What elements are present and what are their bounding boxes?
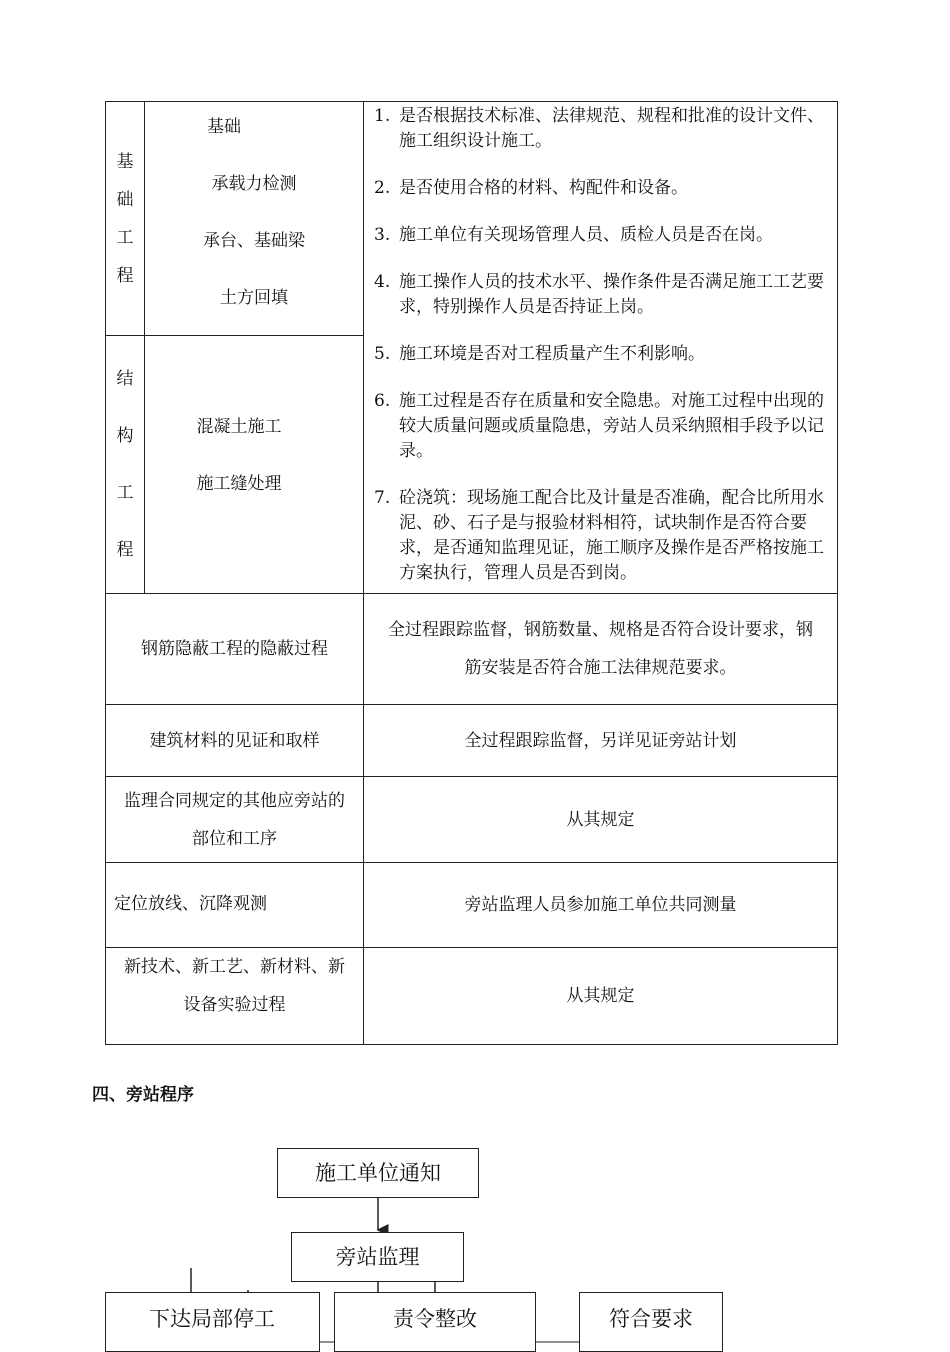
item: 土方回填: [220, 288, 288, 308]
item: 施工缝处理: [196, 474, 282, 494]
row-left: 新技术、新工艺、新材料、新设备实验过程: [106, 948, 364, 1045]
row-left: 钢筋隐蔽工程的隐蔽过程: [106, 594, 364, 705]
flow-box-stop-work-shadow: [305, 1292, 320, 1352]
row-left: 监理合同规定的其他应旁站的部位和工序: [106, 777, 364, 863]
flow-box-supervision: 旁站监理: [291, 1232, 464, 1282]
row-left: 建筑材料的见证和取样: [106, 705, 364, 777]
checklist-item: 1. 是否根据技术标准、法律规范、规程和批准的设计文件、施工组织设计施工。: [374, 106, 824, 151]
row-right: 全过程跟踪监督，钢筋数量、规格是否符合设计要求，钢筋安装是否符合施工法律规范要求。: [364, 594, 838, 705]
item: 承台、基础梁: [203, 231, 305, 251]
checklist-item: 7. 砼浇筑：现场施工配合比及计量是否准确，配合比所用水泥、砂、石子是与报验材料相符，试块制作是否符合要求，是否通知监理见证，施工顺序及操作是否严格按施工方案执行，管理人员是否到岗。: [374, 488, 824, 583]
row-right: 旁站监理人员参加施工单位共同测量: [364, 863, 838, 948]
category-char: 程: [116, 265, 134, 286]
row-left: 定位放线、沉降观测: [106, 863, 364, 948]
category-char: 基: [116, 151, 134, 172]
row-right: 从其规定: [364, 948, 838, 1045]
section-title: 四、旁站程序: [92, 1085, 194, 1105]
checklist-item: 6. 施工过程是否存在质量和安全隐患。对施工过程中出现的较大质量问题或质量隐患，旁站人员采纳照相手段予以记录。: [374, 391, 824, 461]
checklist-item: 4. 施工操作人员的技术水平、操作条件是否满足施工工艺要求，特别操作人员是否持证上岗。: [374, 272, 824, 317]
row-right: 全过程跟踪监督，另详见证旁站计划: [364, 705, 838, 777]
item: 承载力检测: [211, 174, 297, 194]
category-char: 工: [116, 227, 134, 248]
category-char: 构: [116, 425, 134, 446]
flow-box-meets-requirements: 符合要求: [579, 1292, 723, 1352]
item: 混凝土施工: [196, 417, 282, 437]
flow-box-stop-work: 下达局部停工: [105, 1292, 319, 1352]
category-char: 程: [116, 539, 134, 560]
checklist-item: 5. 施工环境是否对工程质量产生不利影响。: [374, 344, 705, 364]
category-char: 结: [116, 368, 134, 389]
category-char: 工: [116, 482, 134, 503]
item: 基础: [207, 117, 241, 137]
checklist-item: 2. 是否使用合格的材料、构配件和设备。: [374, 178, 688, 198]
checklist-item: 3. 施工单位有关现场管理人员、质检人员是否在岗。: [374, 225, 773, 245]
flow-box-rectify: 责令整改: [334, 1292, 536, 1352]
row-right: 从其规定: [364, 777, 838, 863]
category-char: 础: [116, 189, 134, 210]
flow-box-notify: 施工单位通知: [277, 1148, 479, 1198]
